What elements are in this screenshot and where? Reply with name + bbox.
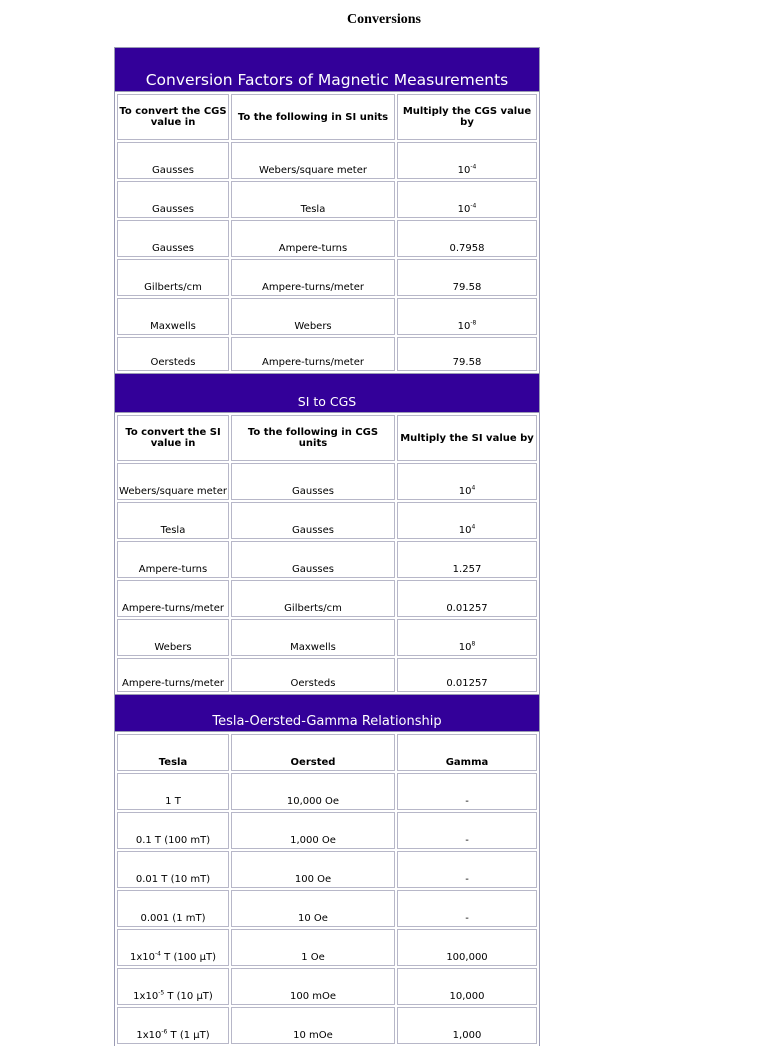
si-unit-cell: Webers/square meter: [117, 463, 229, 500]
table-row: [117, 502, 537, 539]
factor-base: 0.01257: [446, 678, 488, 689]
conversion-tables: [114, 47, 540, 1046]
cgs-unit-cell: Oersteds: [117, 337, 229, 371]
si-unit-cell: Ampere-turns: [117, 541, 229, 578]
tesla-tail: T (1 µT): [167, 1030, 210, 1041]
tesla-base: 0.1 T (100 mT): [135, 835, 211, 846]
factor-exponent: 8: [471, 640, 476, 648]
tesla-base: 1 T: [165, 796, 181, 807]
factor-cell: [397, 619, 537, 656]
factor-cell: [397, 580, 537, 617]
gamma-cell: -: [397, 890, 537, 927]
tesla-exponent: -6: [161, 1028, 168, 1036]
si-unit-cell: Tesla: [117, 502, 229, 539]
table-row: [117, 337, 537, 371]
cgs-unit-cell: Maxwells: [117, 298, 229, 335]
tesla-cell: [117, 890, 229, 927]
gamma-cell: 1,000: [397, 1007, 537, 1044]
table-row: [117, 773, 537, 810]
table-row: [117, 929, 537, 966]
table-header-row: [117, 734, 537, 771]
factor-exponent: -8: [470, 319, 477, 327]
column-header: To the following in CGS units: [231, 415, 395, 461]
tesla-cell: [117, 812, 229, 849]
factor-cell: [397, 463, 537, 500]
oersted-cell: 10,000 Oe: [231, 773, 395, 810]
table-row: [117, 619, 537, 656]
si-unit-cell: Webers/square meter: [231, 142, 395, 179]
tesla-cell: [117, 773, 229, 810]
factor-cell: [397, 541, 537, 578]
oersted-cell: 1,000 Oe: [231, 812, 395, 849]
tesla-tail: T (100 µT): [160, 952, 216, 963]
oersted-cell: 10 Oe: [231, 890, 395, 927]
factor-base: 10: [457, 165, 471, 176]
factor-cell: [397, 220, 537, 257]
si-unit-cell: Tesla: [231, 181, 395, 218]
column-header: To convert the CGS value in: [117, 94, 229, 140]
factor-exponent: 4: [471, 484, 476, 492]
oersted-cell: 100 mOe: [231, 968, 395, 1005]
table-si-to-cgs: [114, 413, 540, 694]
factor-base: 79.58: [452, 357, 482, 368]
column-header: Oersted: [231, 734, 395, 771]
factor-cell: [397, 259, 537, 296]
si-unit-cell: Webers: [231, 298, 395, 335]
section-banner-si-to-cgs: SI to CGS: [114, 373, 540, 413]
table-row: [117, 812, 537, 849]
table-row: [117, 181, 537, 218]
factor-cell: [397, 298, 537, 335]
si-unit-cell: Webers: [117, 619, 229, 656]
table-header-row: [117, 415, 537, 461]
factor-exponent: -4: [470, 163, 477, 171]
factor-base: 10: [458, 486, 472, 497]
factor-base: 0.01257: [446, 603, 488, 614]
table-header-row: [117, 94, 537, 140]
column-header: To convert the SI value in: [117, 415, 229, 461]
column-header: Tesla: [117, 734, 229, 771]
tesla-base: 0.01 T (10 mT): [135, 874, 211, 885]
cgs-unit-cell: Gausses: [231, 463, 395, 500]
table-row: [117, 968, 537, 1005]
tesla-cell: [117, 1007, 229, 1044]
table-row: [117, 298, 537, 335]
section-banner-tesla-oersted-gamma: Tesla-Oersted-Gamma Relationship: [114, 694, 540, 732]
factor-base: 10: [458, 642, 472, 653]
table-row: [117, 580, 537, 617]
table-row: [117, 1007, 537, 1044]
tesla-base: 1x10: [133, 991, 159, 1002]
table-row: [117, 658, 537, 692]
factor-cell: [397, 181, 537, 218]
cgs-unit-cell: Oersteds: [231, 658, 395, 692]
factor-base: 1.257: [452, 564, 482, 575]
table-row: [117, 463, 537, 500]
factor-base: 10: [457, 321, 471, 332]
tesla-base: 1x10: [129, 952, 155, 963]
gamma-cell: -: [397, 773, 537, 810]
gamma-cell: -: [397, 812, 537, 849]
oersted-cell: 10 mOe: [231, 1007, 395, 1044]
tesla-exponent: -5: [158, 989, 165, 997]
cgs-unit-cell: Gausses: [231, 541, 395, 578]
si-unit-cell: Ampere-turns/meter: [117, 658, 229, 692]
factor-cell: [397, 337, 537, 371]
oersted-cell: 100 Oe: [231, 851, 395, 888]
si-unit-cell: Ampere-turns/meter: [231, 259, 395, 296]
table-row: [117, 541, 537, 578]
column-header: Gamma: [397, 734, 537, 771]
factor-exponent: -4: [470, 202, 477, 210]
table-row: [117, 142, 537, 179]
table-tesla-oersted-gamma: [114, 732, 540, 1046]
cgs-unit-cell: Gilberts/cm: [117, 259, 229, 296]
cgs-unit-cell: Gausses: [117, 142, 229, 179]
factor-base: 10: [458, 525, 472, 536]
factor-exponent: 4: [471, 523, 476, 531]
tesla-base: 0.001 (1 mT): [140, 913, 206, 924]
column-header: To the following in SI units: [231, 94, 395, 140]
factor-base: 79.58: [452, 282, 482, 293]
cgs-unit-cell: Gausses: [117, 220, 229, 257]
tesla-cell: [117, 968, 229, 1005]
cgs-unit-cell: Gausses: [117, 181, 229, 218]
cgs-unit-cell: Gilberts/cm: [231, 580, 395, 617]
gamma-cell: -: [397, 851, 537, 888]
gamma-cell: 10,000: [397, 968, 537, 1005]
section-banner-cgs-to-si: Conversion Factors of Magnetic Measurements: [114, 47, 540, 92]
table-row: [117, 259, 537, 296]
table-row: [117, 851, 537, 888]
si-unit-cell: Ampere-turns/meter: [231, 337, 395, 371]
tesla-cell: [117, 851, 229, 888]
cgs-unit-cell: Maxwells: [231, 619, 395, 656]
table-row: [117, 220, 537, 257]
factor-cell: [397, 658, 537, 692]
gamma-cell: 100,000: [397, 929, 537, 966]
tesla-cell: [117, 929, 229, 966]
tesla-tail: T (10 µT): [164, 991, 213, 1002]
column-header: Multiply the SI value by: [397, 415, 537, 461]
factor-cell: [397, 502, 537, 539]
si-unit-cell: Ampere-turns/meter: [117, 580, 229, 617]
tesla-exponent: -4: [155, 950, 161, 958]
factor-cell: [397, 142, 537, 179]
table-cgs-to-si: [114, 92, 540, 373]
column-header: Multiply the CGS value by: [397, 94, 537, 140]
oersted-cell: 1 Oe: [231, 929, 395, 966]
document-title: Conversions: [347, 12, 421, 27]
cgs-unit-cell: Gausses: [231, 502, 395, 539]
factor-base: 0.7958: [449, 243, 485, 254]
si-unit-cell: Ampere-turns: [231, 220, 395, 257]
table-row: [117, 890, 537, 927]
tesla-base: 1x10: [136, 1030, 162, 1041]
factor-base: 10: [457, 204, 471, 215]
